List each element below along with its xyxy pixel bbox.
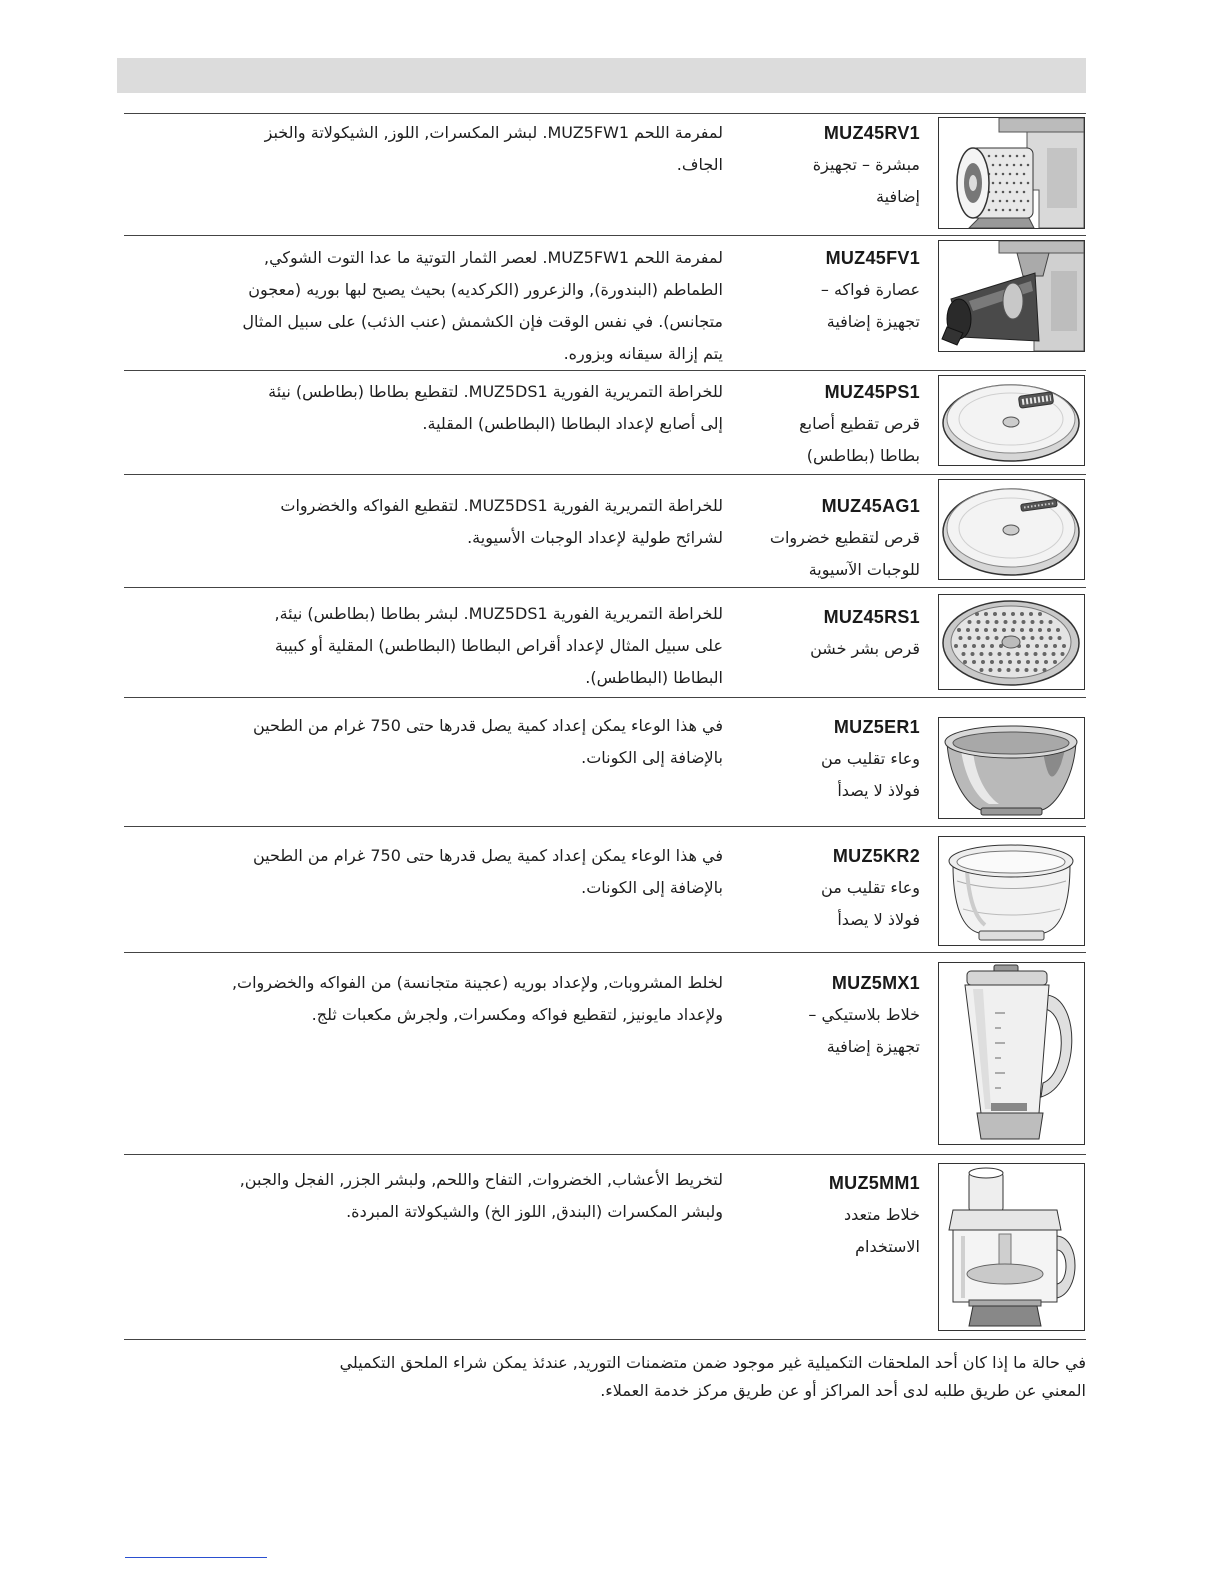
description-muz5er1	[125, 710, 723, 774]
row-separator	[124, 1339, 1086, 1340]
description-muz5mx1	[125, 967, 723, 1031]
model-code: MUZ45RS1	[823, 607, 920, 627]
model-code: MUZ45FV1	[825, 248, 920, 268]
product-muz45rs1	[730, 601, 920, 665]
product-muz45ps1	[730, 376, 920, 472]
grater-drum-image	[938, 117, 1085, 229]
model-code: MUZ5KR2	[832, 846, 920, 866]
product-muz45fv1	[730, 242, 920, 338]
description-line: لتخريط الأعشاب, الخضروات, التفاح واللحم, ولبشر الجزر, الفجل والجبن,	[239, 1170, 723, 1189]
footnote-rule	[125, 1557, 267, 1558]
description-line: يتم إزالة سيقانه وبزوره.	[563, 344, 723, 363]
french-fry-disc-image	[938, 375, 1085, 466]
model-code: MUZ45RV1	[823, 123, 920, 143]
blender-jug-image	[938, 962, 1085, 1145]
product-muz45rv1	[730, 117, 920, 213]
section-header-bar	[117, 58, 1086, 93]
description-line: للخراطة التمريرية الفورية MUZ5DS1. لتقطيع بطاطا (بطاطس) نيئة	[268, 382, 723, 401]
row-separator	[124, 474, 1086, 475]
product-name-line: تجهيزة إضافية	[826, 1037, 920, 1056]
asian-vegetable-disc-illustration	[939, 480, 1084, 579]
plastic-bowl-image	[938, 836, 1085, 946]
fruit-press-illustration	[939, 241, 1084, 351]
row-separator	[124, 1154, 1086, 1155]
description-muz45fv1	[125, 242, 723, 370]
description-line: لمفرمة اللحم MUZ5FW1. لبشر المكسرات, اللوز, الشيكولاتة والخبز	[264, 123, 723, 142]
product-name-line: خلاط متعدد	[844, 1205, 920, 1224]
product-name-line: للوجبات الآسيوية	[808, 560, 920, 579]
model-code: MUZ5MM1	[828, 1173, 920, 1193]
product-muz5er1	[730, 711, 920, 807]
model-code: MUZ5MX1	[831, 973, 920, 993]
model-code: MUZ45AG1	[821, 496, 920, 516]
description-line: ولبشر المكسرات (البندق, اللوز الخ) والشيكولاتة المبردة.	[346, 1202, 723, 1221]
plastic-bowl-illustration	[939, 837, 1084, 945]
availability-note	[125, 1349, 1086, 1405]
description-line: البطاطا (البطاطس).	[585, 668, 723, 687]
product-name-line: تجهيزة إضافية	[826, 312, 920, 331]
product-muz5mm1	[730, 1167, 920, 1263]
description-muz45ps1	[125, 376, 723, 440]
note-line: في حالة ما إذا كان أحد الملحقات التكميلية غير موجود ضمن متضمنات التوريد, عندئذ يمكن شراء الملحق التكميلي	[339, 1353, 1086, 1372]
row-separator	[124, 235, 1086, 236]
product-muz5mx1	[730, 967, 920, 1063]
row-separator	[124, 826, 1086, 827]
product-name-line: فولاذ لا يصدأ	[837, 910, 920, 929]
product-name-line: مبشرة – تجهيزة	[812, 155, 920, 174]
coarse-grating-disc-image	[938, 594, 1085, 690]
product-name-line: بطاطا (بطاطس)	[806, 446, 920, 465]
description-line: في هذا الوعاء يمكن إعداد كمية يصل قدرها حتى 750 غرام من الطحين	[253, 846, 723, 865]
row-separator	[124, 952, 1086, 953]
description-line: لمفرمة اللحم MUZ5FW1. لعصر الثمار التوتية ما عدا التوت الشوكي,	[263, 248, 723, 267]
description-line: ولإعداد مايونيز, لتقطيع فواكه ومكسرات, ولجرش مكعبات ثلج.	[311, 1005, 723, 1024]
product-name-line: إضافية	[876, 187, 920, 206]
description-line: لشرائح طولية لإعداد الوجبات الأسيوية.	[467, 528, 723, 547]
description-line: الطماطم (البندورة), والزعرور (الكركديه) بحيث يصبح لبها بوريه (معجون	[248, 280, 723, 299]
product-name-line: عصارة فواكه –	[820, 280, 920, 299]
stainless-steel-bowl-image	[938, 717, 1085, 819]
product-muz45ag1	[730, 490, 920, 586]
description-line: للخراطة التمريرية الفورية MUZ5DS1. لتقطيع الفواكه والخضروات	[280, 496, 723, 515]
french-fry-disc-illustration	[939, 376, 1084, 465]
description-line: للخراطة التمريرية الفورية MUZ5DS1. لبشر بطاطا (بطاطس) نيئة,	[274, 604, 723, 623]
row-separator	[124, 370, 1086, 371]
multi-mixer-illustration	[939, 1164, 1084, 1330]
row-separator	[124, 587, 1086, 588]
product-name-line: قرص بشر خشن	[810, 639, 920, 658]
description-line: في هذا الوعاء يمكن إعداد كمية يصل قدرها حتى 750 غرام من الطحين	[253, 716, 723, 735]
description-line: متجانس). في نفس الوقت فإن الكشمش (عنب الذئب) على سبيل المثال	[242, 312, 723, 331]
product-name-line: خلاط بلاستيكي –	[808, 1005, 920, 1024]
description-line: لخلط المشروبات, ولإعداد بوريه (عجينة متجانسة) من الفواكه والخضروات,	[231, 973, 723, 992]
row-separator	[124, 697, 1086, 698]
description-line: الجاف.	[676, 155, 723, 174]
multi-mixer-image	[938, 1163, 1085, 1331]
grater-drum-illustration	[939, 118, 1084, 228]
description-line: بالإضافة إلى الكونات.	[581, 748, 723, 767]
product-name-line: قرص تقطيع أصابع	[799, 414, 920, 433]
model-code: MUZ5ER1	[833, 717, 920, 737]
description-line: بالإضافة إلى الكونات.	[581, 878, 723, 897]
product-name-line: قرص لتقطيع خضروات	[769, 528, 920, 547]
description-muz5kr2	[125, 840, 723, 904]
description-muz45rs1	[125, 598, 723, 694]
product-name-line: فولاذ لا يصدأ	[837, 781, 920, 800]
description-muz45ag1	[125, 490, 723, 554]
blender-jug-illustration	[939, 963, 1084, 1144]
product-name-line: وعاء تقليب من	[821, 878, 920, 897]
description-muz45rv1	[125, 117, 723, 181]
fruit-press-image	[938, 240, 1085, 352]
coarse-grating-disc-illustration	[939, 595, 1084, 689]
product-name-line: الاستخدام	[855, 1237, 920, 1256]
note-line: المعني عن طريق طلبه لدى أحد المراكز أو عن طريق مركز خدمة العملاء.	[600, 1381, 1086, 1400]
product-name-line: وعاء تقليب من	[821, 749, 920, 768]
product-muz5kr2	[730, 840, 920, 936]
model-code: MUZ45PS1	[824, 382, 920, 402]
asian-vegetable-disc-image	[938, 479, 1085, 580]
description-line: على سبيل المثال لإعداد أقراص البطاطا (البطاطس) المقلية أو كبيبة	[274, 636, 723, 655]
row-separator	[124, 113, 1086, 114]
description-line: إلى أصابع لإعداد البطاطا (البطاطس) المقلية.	[422, 414, 723, 433]
description-muz5mm1	[125, 1164, 723, 1228]
stainless-steel-bowl-illustration	[939, 718, 1084, 818]
